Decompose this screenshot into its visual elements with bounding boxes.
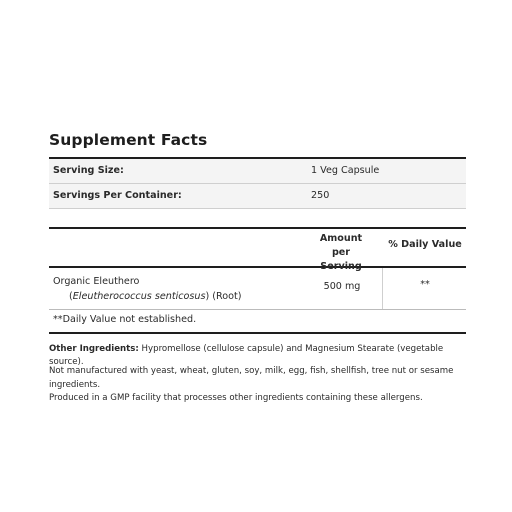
amount-header-line1: Amount per [319,233,363,258]
servings-per-container-value: 250 [311,190,330,201]
daily-value-header: % Daily Value [388,239,462,250]
serving-size-label: Serving Size: [53,165,124,176]
amount-header-line2: Serving [320,261,362,272]
page-title: Supplement Facts [49,131,208,149]
other-ingredients-label: Other Ingredients: [49,344,139,354]
daily-value-footnote: **Daily Value not established. [53,314,197,325]
allergen-line-2: Produced in a GMP facility that processes other ingredients containing these allergens. [49,393,423,403]
serving-size-row [49,159,466,184]
column-header-row [49,229,466,272]
supplement-facts-table [49,157,466,334]
ingredient-open-paren: ( [69,291,73,302]
allergen-line-1: Not manufactured with yeast, wheat, gluten, soy, milk, egg, fish, shellfish, tree nut or sesame ingredients. [49,366,454,390]
serving-size-value: 1 Veg Capsule [311,165,380,176]
footnote-row [49,310,466,334]
ingredient-part: ) (Root) [205,291,242,302]
ingredient-amount: 500 mg [323,281,361,292]
ingredient-row [49,268,466,310]
ingredient-daily-value: ** [420,279,430,290]
ingredient-latin-name: Eleutherococcus senticosus [72,291,206,302]
allergen-statement [49,365,479,406]
table-spacer [49,209,466,229]
ingredient-name [53,274,242,304]
servings-per-container-row [49,184,466,209]
ingredient-latin-line [53,289,242,304]
servings-per-container-label: Servings Per Container: [53,190,182,201]
ingredient-common-name: Organic Eleuthero [53,276,140,287]
other-ingredients-text: Hypromellose (cellulose capsule) and Magnesium Stearate (vegetable source). [49,344,444,367]
